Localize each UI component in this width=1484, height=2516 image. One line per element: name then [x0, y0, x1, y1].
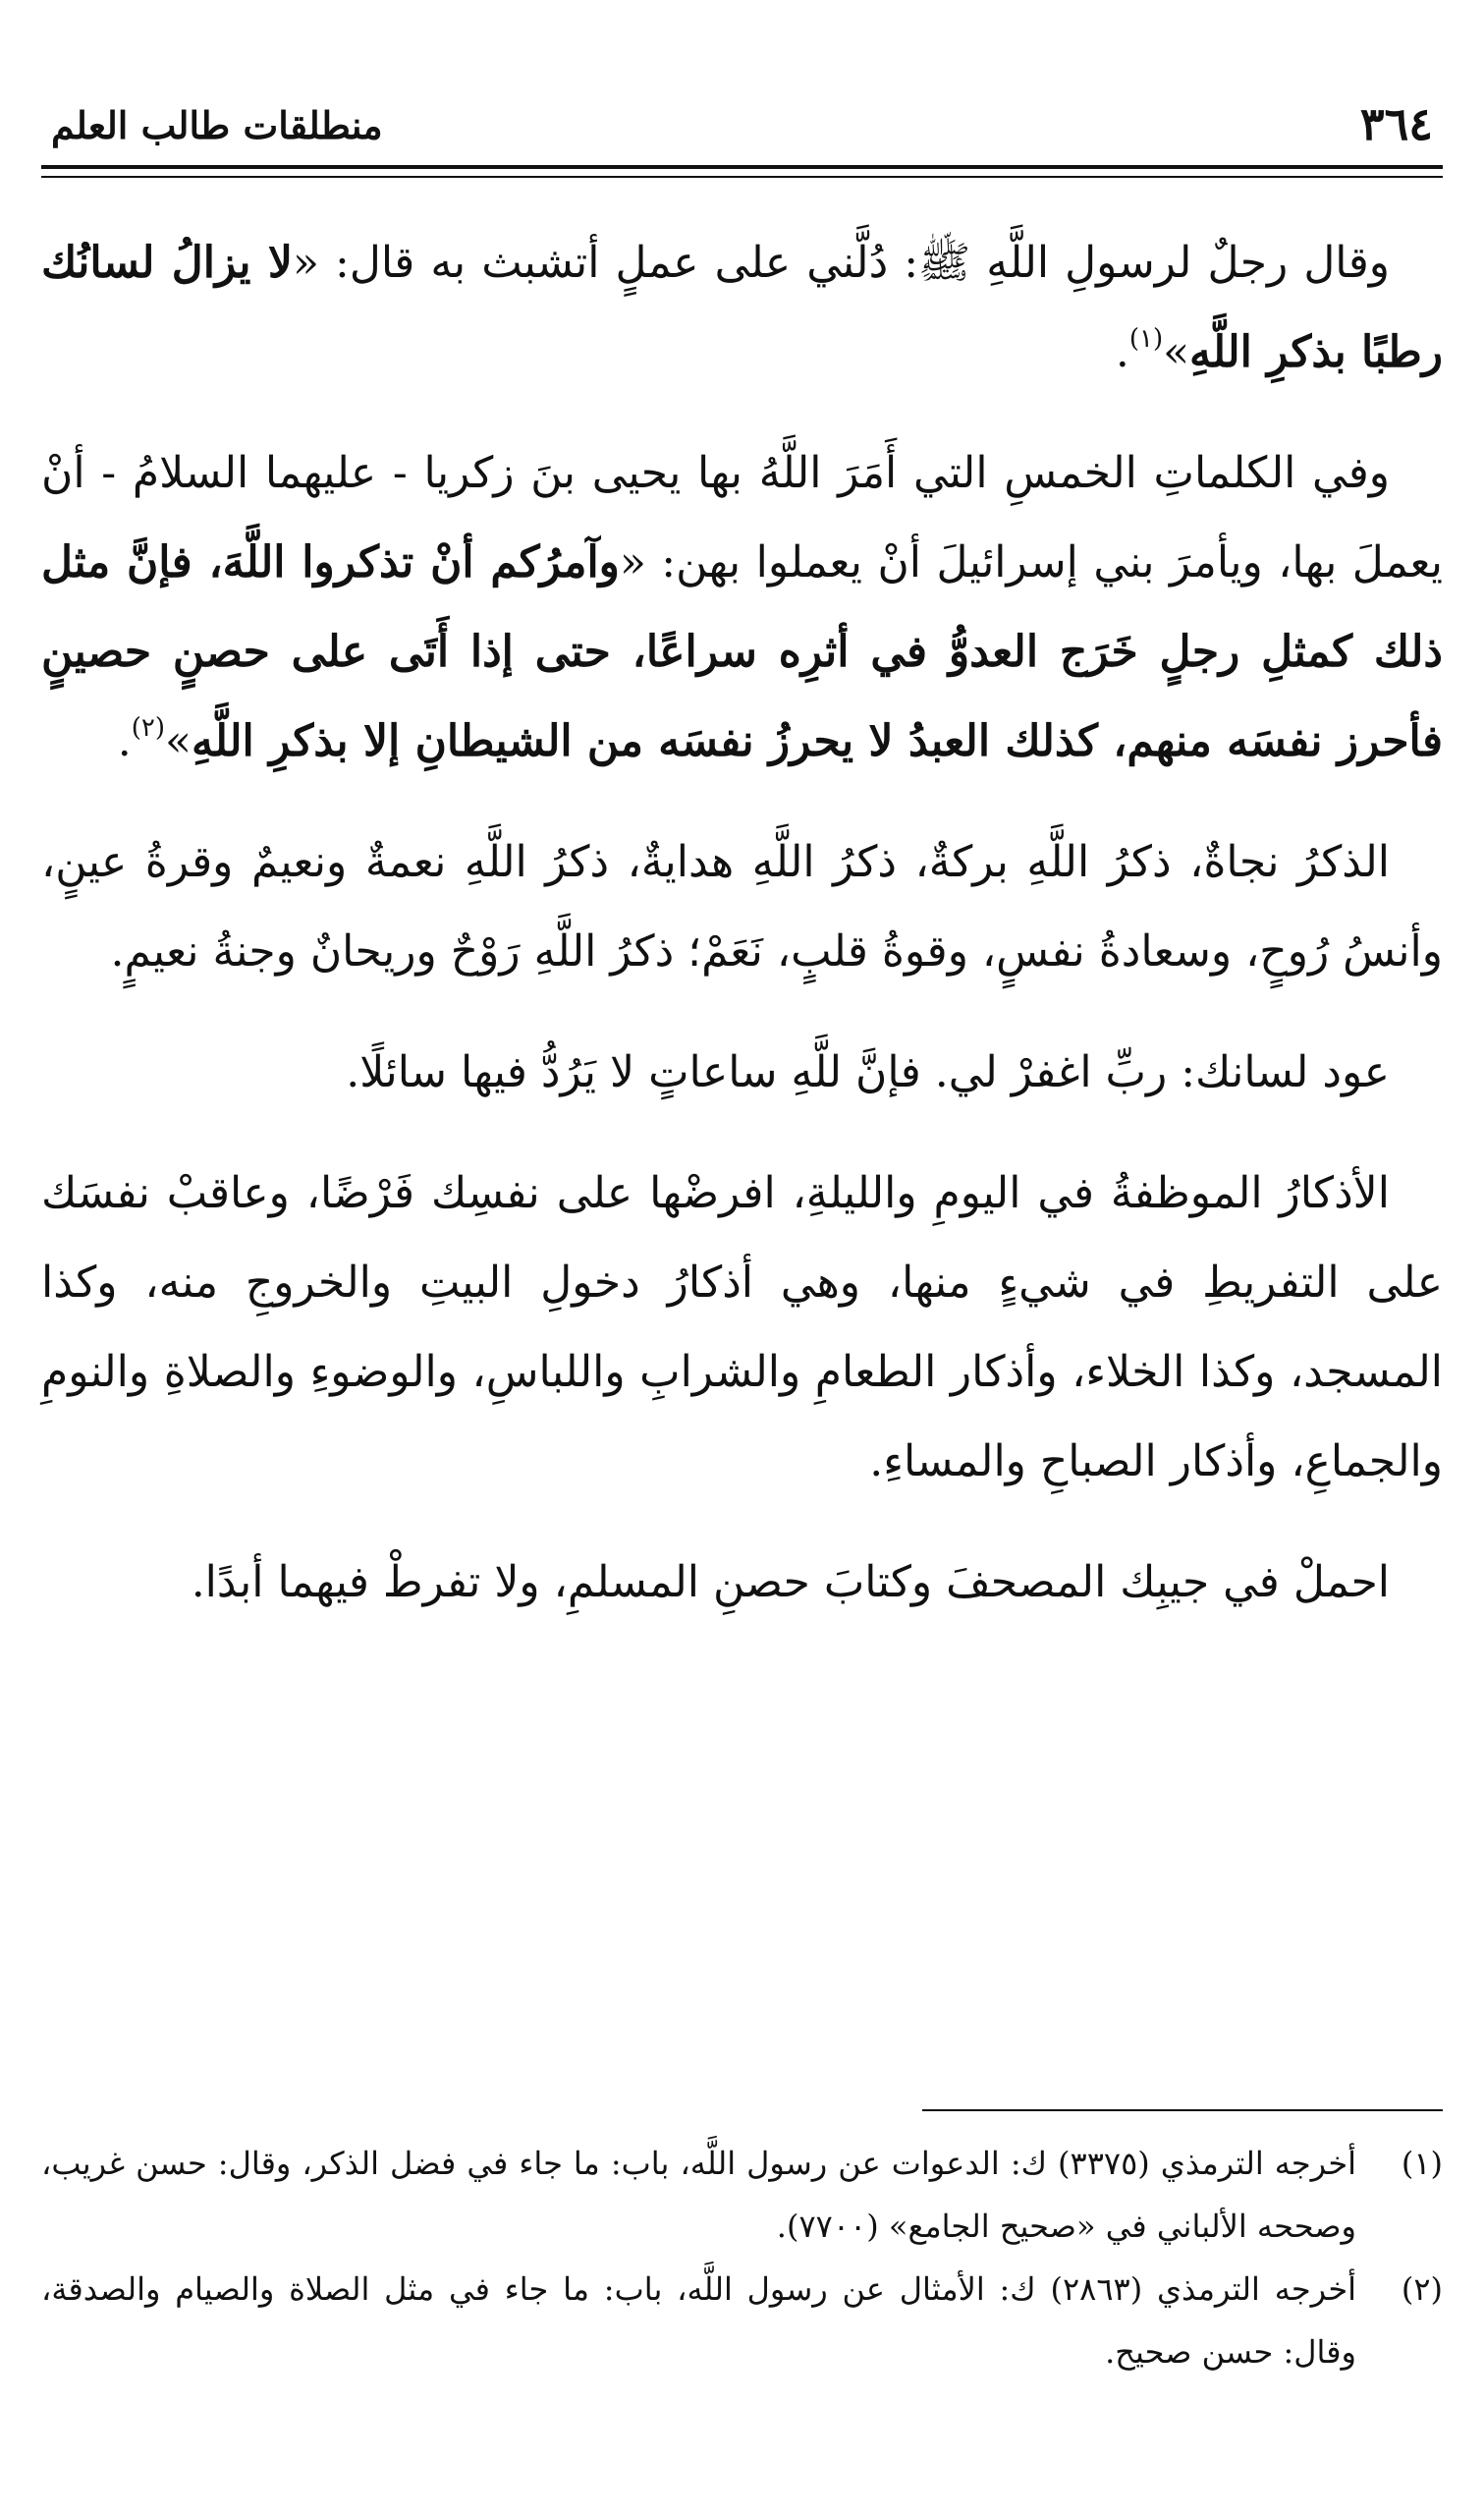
footnotes — [41, 2132, 1443, 2383]
paragraph-istighfar: عود لسانك: ربِّ اغفرْ لي. فإنَّ للَّهِ ساعاتٍ لا يَرُدُّ فيها سائلًا. — [346, 1047, 1390, 1097]
footnote-1 — [41, 2132, 1443, 2258]
footnote-divider — [922, 2109, 1443, 2111]
paragraph-end: . — [1115, 327, 1129, 377]
footnote-text: أخرجه الترمذي (٣٣٧٥) ك: الدعوات عن رسول اللَّه، باب: ما جاء في فضل الذكر، وقال: حسن غريب، وصححه الألباني في «صحيح الجامع» (٧٧٠٠). — [41, 2145, 1357, 2245]
footnote-text: أخرجه الترمذي (٢٨٦٣) ك: الأمثال عن رسول اللَّه، باب: ما جاء في مثل الصلاة والصيام والصدقة، وقال: حسن صحيح. — [41, 2270, 1357, 2371]
footnote-2 — [41, 2258, 1443, 2383]
paragraph-daily-adhkar: الأذكارُ الموظفةُ في اليومِ والليلةِ، افرضْها على نفسِك فَرْضًا، وعاقبْ نفسَك على التفريطِ في شيءٍ منها، وهي أذكارُ دخولِ البيتِ والخروجِ منه، وكذا المسجد، وكذا الخلاء، وأذكار الطعامِ والشرابِ واللباسِ، والوضوءِ والصلاةِ والنومِ والجماعِ، وأذكار الصباحِ والمساءِ. — [41, 1168, 1443, 1486]
paragraph-intro: وقال رجلٌ لرسولِ اللَّهِ ﷺ: دُلَّني على عملٍ أتشبث به قال: « — [293, 238, 1390, 288]
running-title: منطلقات طالب العلم — [51, 103, 383, 147]
footnote-mark: (١) — [1401, 2145, 1443, 2182]
hadith-quote: لا يزالُ لسانُك رطبًا بذكرِ اللَّهِ — [41, 238, 1443, 377]
header-rule-thick — [41, 165, 1443, 169]
paragraph-hadith-1 — [41, 218, 1443, 397]
hadith-quote: وآمرُكم أنْ تذكروا اللَّهَ، فإنَّ مثل ذلك كمثلِ رجلٍ خَرَج العدوُّ في أثرِه سراعًا، حتى إذا أَتَى على حصنٍ حصينٍ فأحرز نفسَه منهم، كذلك العبدُ لا يحرزُ نفسَه من الشيطانِ إلا بذكرِ اللَّهِ — [41, 537, 1443, 766]
header-rule-thin — [41, 176, 1443, 178]
paragraph-dhikr-virtues: الذكرُ نجاةٌ، ذكرُ اللَّهِ بركةٌ، ذكرُ اللَّهِ هدايةٌ، ذكرُ اللَّهِ نعمةٌ ونعيمٌ وقرةُ عينٍ، وأنسُ رُوحٍ، وسعادةُ نفسٍ، وقوةُ قلبٍ، نَعَمْ؛ ذكرُ اللَّهِ رَوْحٌ وريحانٌ وجنةُ نعيمٍ. — [41, 837, 1443, 977]
quote-close: » — [165, 716, 192, 766]
page-number: ٣٦٤ — [1359, 97, 1433, 150]
paragraph-intro: وفي الكلماتِ الخمسِ التي أَمَرَ اللَّهُ بها يحيى بنَ زكريا - عليهما السلامُ - أنْ يعملَ بها، ويأمرَ بني إسرائيلَ أنْ يعملوا بهن: « — [41, 448, 1444, 587]
paragraph-carry-mushaf: احملْ في جيبِك المصحفَ وكتابَ حصنِ المسلمِ، ولا تفرطْ فيهما أبدًا. — [191, 1557, 1390, 1607]
footnote-ref-2[interactable]: (٢) — [131, 713, 166, 743]
page-header — [41, 93, 1443, 172]
quote-close: » — [1163, 327, 1190, 377]
footnote-mark: (٢) — [1401, 2270, 1443, 2308]
body-text — [41, 218, 1443, 1658]
paragraph-end: . — [117, 716, 132, 766]
footnote-ref-1[interactable]: (١) — [1128, 324, 1164, 354]
paragraph-hadith-2 — [41, 428, 1443, 786]
